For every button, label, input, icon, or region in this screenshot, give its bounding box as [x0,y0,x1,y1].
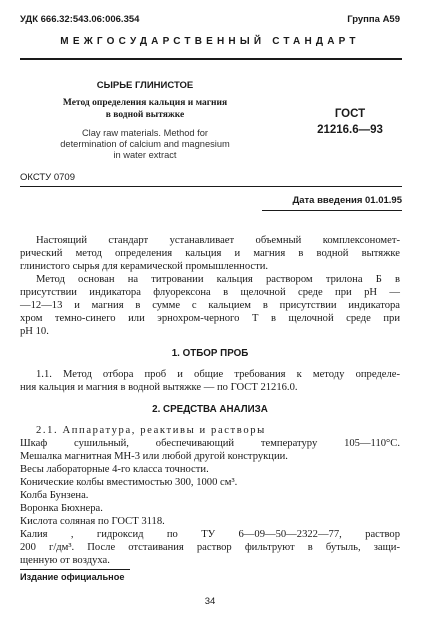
effective-date-rule [262,210,402,211]
group-code: Группа А59 [347,14,400,25]
subtitle-ru-line-2: в водной вытяжке [105,110,185,120]
section-1-line: ния кальция и магния в водной вытяжке — по ГОСТ 21216.0. [20,382,298,393]
intro-line: Настоящий стандарт устанавливает объемный комплексономет- [36,235,400,246]
gost-number: 21216.6—93 [317,124,383,136]
section-2-line: Калия , гидроксид по ТУ 6—09—50—2322—77, раствор [20,529,400,540]
intro-line: присутствии индикатора флуорексона в щелочной среде при pH — [20,287,400,298]
standard-title-ru: СЫРЬЕ ГЛИНИСТОЕ [96,80,194,91]
section-2-line: Шкаф сушильный, обеспечивающий температуру 105—110°С. [20,438,400,449]
title-en-line-1: Clay raw materials. Method for [81,128,209,138]
page-number: 34 [204,596,216,607]
gost-label: ГОСТ [334,108,366,120]
subtitle-ru-line-1: Метод определения кальция и магния [62,98,228,108]
title-en-line-2: determination of calcium and magnesium [60,139,230,149]
section-2-line: Кислота соляная по ГОСТ 3118. [20,516,165,527]
section-2-line: Весы лабораторные 4-го класса точности. [20,464,209,475]
intro-line: Метод основан на титровании кальция раствором трилона Б в [36,274,400,285]
okstu-code: ОКСТУ 0709 [20,172,75,183]
section-2-line: Конические колбы вместимостью 300, 1000 см³. [20,477,238,488]
section-2-line: 2.1. Аппаратура, реактивы и растворы [36,425,266,436]
section-1-line: 1.1. Метод отбора проб и общие требования к методу определе- [36,369,400,380]
intro-line: —12—13 и магния в сумме с кальцием в присутствии индикатора [20,300,400,311]
intro-line: рический метод определения кальция и магния в водной вытяжке [20,248,400,259]
section-2-line: Мешалка магнитная МН-3 или любой другой конструкции. [20,451,288,462]
section-2-line: 200 г/дм³. После отстаивания раствор фильтруют в бутыль, защи- [20,542,400,553]
section-2-line: Колба Бунзена. [20,490,89,501]
header-rule [20,58,402,60]
section-2-line: щенную от воздуха. [20,555,110,566]
intro-line: глинистого сырья для керамической промышленности. [20,261,269,272]
section-1-heading: 1. ОТБОР ПРОБ [171,348,249,359]
effective-date [292,195,402,206]
effective-date-value: 01.01.95 [365,195,402,206]
section-2-line: Воронка Бюхнера. [20,503,103,514]
footer-rule [20,569,130,570]
interstate-standard-banner: МЕЖГОСУДАРСТВЕННЫЙ СТАНДАРТ [60,36,360,47]
okstu-rule [20,186,402,187]
intro-line: pH 10. [20,326,49,337]
udk-code: УДК 666.32:543.06:006.354 [20,14,140,25]
effective-date-label: Дата введения [292,195,363,206]
section-2-heading: 2. СРЕДСТВА АНАЛИЗА [152,404,268,415]
title-en-line-3: in water extract [113,150,177,160]
intro-line: хром темно-синего или эрнохром-черного Т в щелочной среде при [20,313,400,324]
official-edition-label: Издание официальное [20,572,125,582]
